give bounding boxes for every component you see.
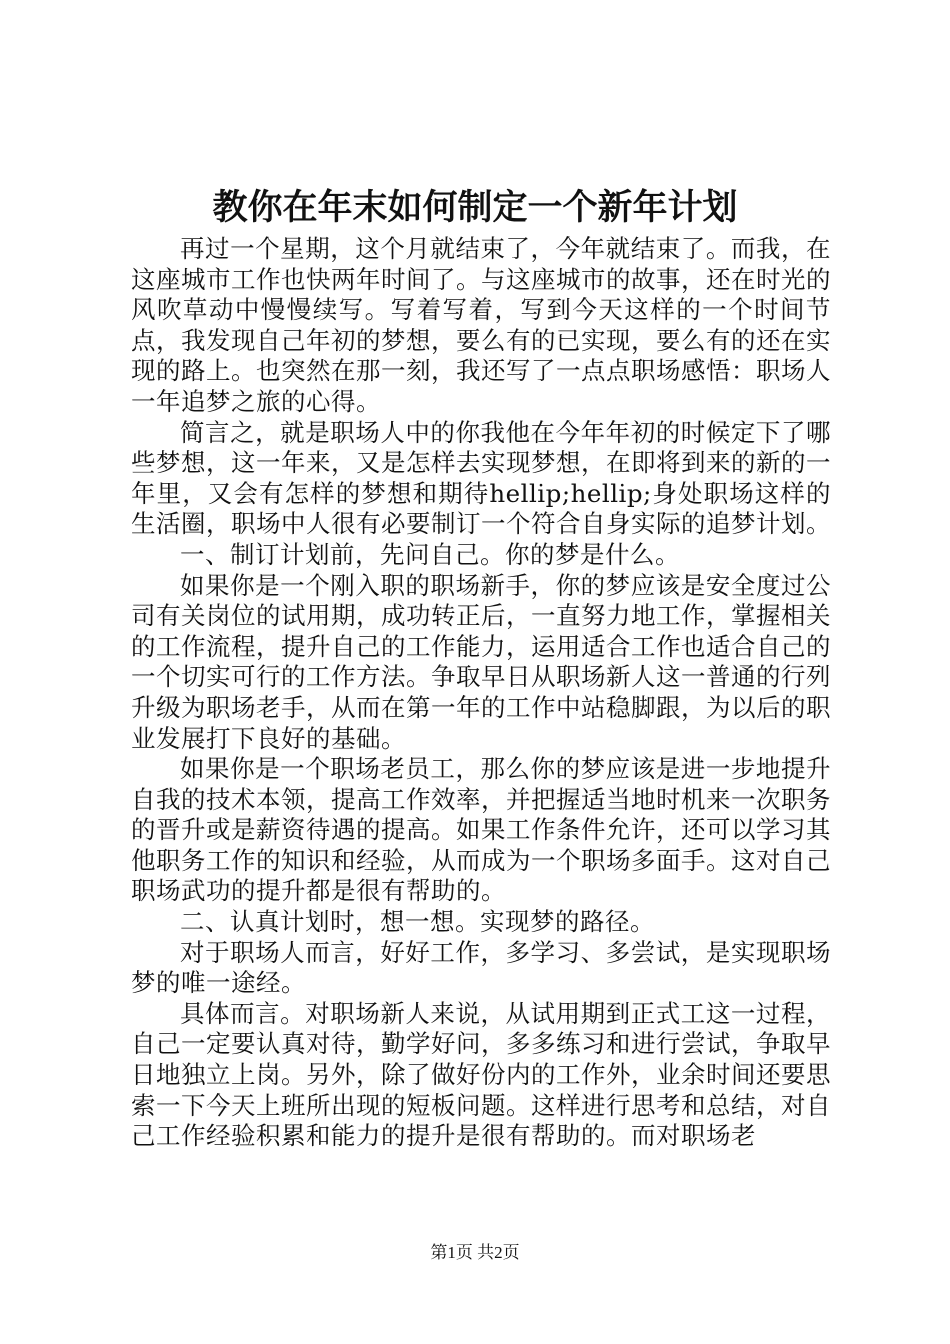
paragraph: 如果你是一个职场老员工，那么你的梦应该是进一步地提升自我的技术本领，提高工作效率，并把握适当地时机来一次职务的晋升或是薪资待遇的提高。如果工作条件允许，还可以学习其他职务工作的知识和经验，从而成为一个职场多面手。这对自己职场武功的提升都是很有帮助的。 <box>131 754 831 906</box>
document-title: 教你在年末如何制定一个新年计划 <box>212 188 738 228</box>
paragraph: 具体而言。对职场新人来说，从试用期到正式工这一过程，自己一定要认真对待，勤学好问，多多练习和进行尝试，争取早日地独立上岗。另外，除了做好份内的工作外，业余时间还要思索一下今天上班所出现的短板问题。这样进行思考和总结，对自己工作经验积累和能力的提升是很有帮助的。而对职场老 <box>131 998 831 1151</box>
section-heading: 二、认真计划时，想一想。实现梦的路径。 <box>180 907 655 937</box>
page-footer: 第1页 共2页 <box>430 1243 520 1262</box>
section-heading: 一、制订计划前，先问自己。你的梦是什么。 <box>180 539 680 569</box>
document-body <box>131 234 831 1152</box>
paragraph: 再过一个星期，这个月就结束了，今年就结束了。而我，在这座城市工作也快两年时间了。与这座城市的故事，还在时光的风吹草动中慢慢续写。写着写着，写到今天这样的一个时间节点，我发现自己年初的梦想，要么有的已实现，要么有的还在实现的路上。也突然在那一刻，我还写了一点点职场感悟：职场人一年追梦之旅的心得。 <box>131 234 831 416</box>
paragraph: 对于职场人而言，好好工作，多学习、多尝试，是实现职场梦的唯一途经。 <box>131 937 831 998</box>
paragraph: 如果你是一个刚入职的职场新手，你的梦应该是安全度过公司有关岗位的试用期，成功转正后，一直努力地工作，掌握相关的工作流程，提升自己的工作能力，运用适合工作也适合自己的一个切实可行的工作方法。争取早日从职场新人这一普通的行列升级为职场老手，从而在第一年的工作中站稳脚跟，为以后的职业发展打下良好的基础。 <box>131 570 831 753</box>
paragraph: 简言之，就是职场人中的你我他在今年年初的时候定下了哪些梦想，这一年来，又是怎样去实现梦想，在即将到来的新的一年里，又会有怎样的梦想和期待hellip;hellip;身处职场这样的生活圈，职场中人很有必要制订一个符合自身实际的追梦计划。 <box>131 417 831 539</box>
